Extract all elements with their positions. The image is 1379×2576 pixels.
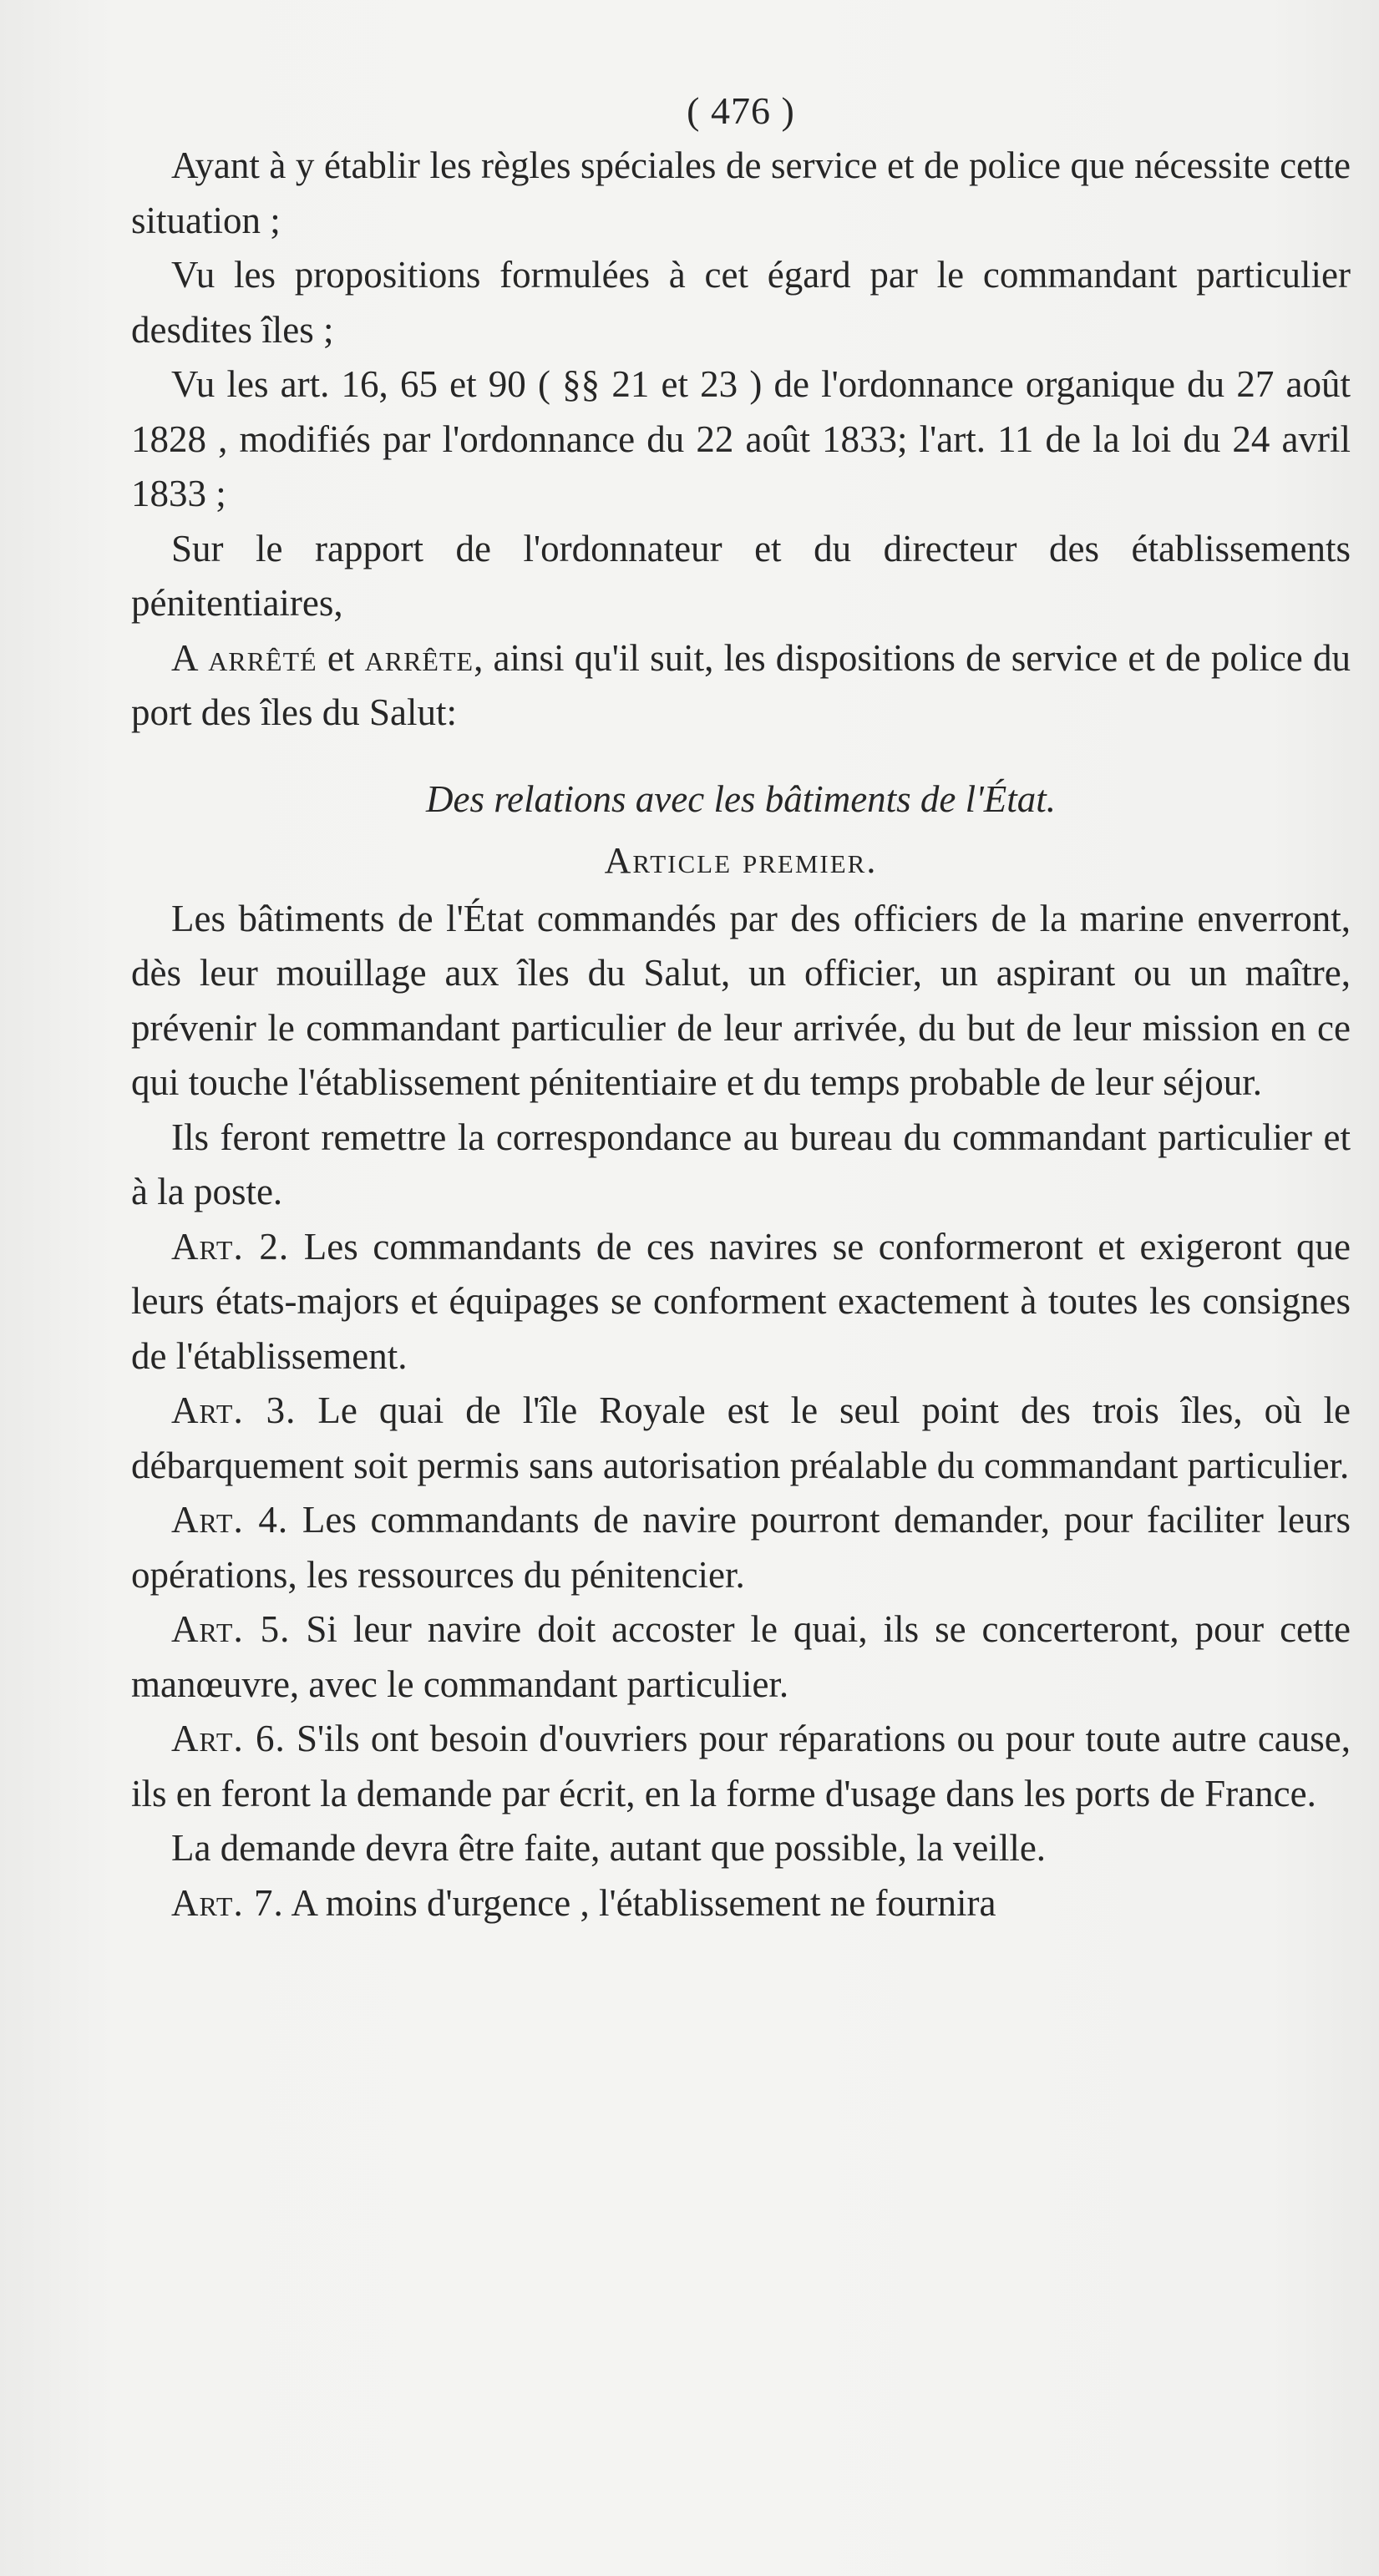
article-3 (131, 1384, 1351, 1493)
paragraph-vu-articles: Vu les art. 16, 65 et 90 ( §§ 21 et 23 ) de l'ordonnance organique du 27 août 1828 , modifiés par l'ordonnance du 22 août 1833; l'art. 11 de la loi du 24 avril 1833 ; (131, 363, 1351, 514)
article-6-text: S'ils ont besoin d'ouvriers pour réparations ou pour toute autre cause, ils en feront la demande par écrit, en la forme d'usage dans les ports de France. (131, 1718, 1351, 1814)
page-number: ( 476 ) (687, 89, 795, 132)
article-5-text: Si leur navire doit accoster le quai, ils se concerteront, pour cette manœuvre, avec le commandant particulier. (131, 1608, 1351, 1705)
article-premier-heading: Article premier. (604, 840, 878, 881)
article-7 (131, 1876, 1351, 1931)
article-1-paragraph-1: Les bâtiments de l'État commandés par des officiers de la marine enverront, dès leur mouillage aux îles du Salut, un officier, un aspirant ou un maître, prévenir le commandant particulier de leur arrivée, du but de leur mission en ce qui touche l'établissement pénitentiaire et du temps probable de leur séjour. (131, 897, 1351, 1103)
decree-rest: , ainsi qu'il suit, les dispositions de service et de police du port des îles du Salut: (131, 636, 1351, 733)
decree-connector: et (317, 636, 365, 679)
article-2-label: Art. 2. (171, 1225, 290, 1268)
article-5 (131, 1602, 1351, 1712)
article-5-label: Art. 5. (171, 1608, 291, 1650)
article-7-text: A moins d'urgence , l'établissement ne fournira (283, 1881, 996, 1924)
article-4-text: Les commandants de navire pourront demander, pour faciliter leurs opérations, les ressources du pénitencier. (131, 1499, 1351, 1596)
article-2 (131, 1220, 1351, 1384)
article-6 (131, 1712, 1351, 1821)
article-6-label: Art. 6. (171, 1718, 286, 1759)
decree-arrete-1: A arrêté (171, 636, 317, 679)
paragraph-decree (131, 631, 1351, 741)
article-4-label: Art. 4. (171, 1499, 289, 1541)
article-1-paragraph-2: Ils feront remettre la correspondance au bureau du commandant particulier et à la poste. (131, 1116, 1351, 1212)
article-4 (131, 1493, 1351, 1602)
section-heading: Des relations avec les bâtiments de l'État. (425, 777, 1057, 820)
paragraph-ayant: Ayant à y établir les règles spéciales de service et de police que nécessite cette situation ; (131, 144, 1351, 241)
decree-arrete-2: arrête (364, 636, 474, 679)
paragraph-vu-propositions: Vu les propositions formulées à cet égard par le commandant particulier desdites îles ; (131, 254, 1351, 351)
paragraph-sur-rapport: Sur le rapport de l'ordonnateur et du directeur des établissements pénitentiaires, (131, 527, 1351, 624)
article-3-text: Le quai de l'île Royale est le seul point des trois îles, où le débarquement soit permis sans autorisation préalable du commandant particulier. (131, 1389, 1351, 1486)
article-7-label: Art. 7. (171, 1881, 284, 1924)
article-6-followup: La demande devra être faite, autant que possible, la veille. (171, 1827, 1047, 1869)
article-2-text: Les commandants de ces navires se conformeront et exigeront que leurs états-majors et équipages se conforment exactement à toutes les consignes de l'établissement. (131, 1225, 1351, 1377)
page-text (131, 84, 1351, 1931)
article-3-label: Art. 3. (171, 1389, 297, 1431)
